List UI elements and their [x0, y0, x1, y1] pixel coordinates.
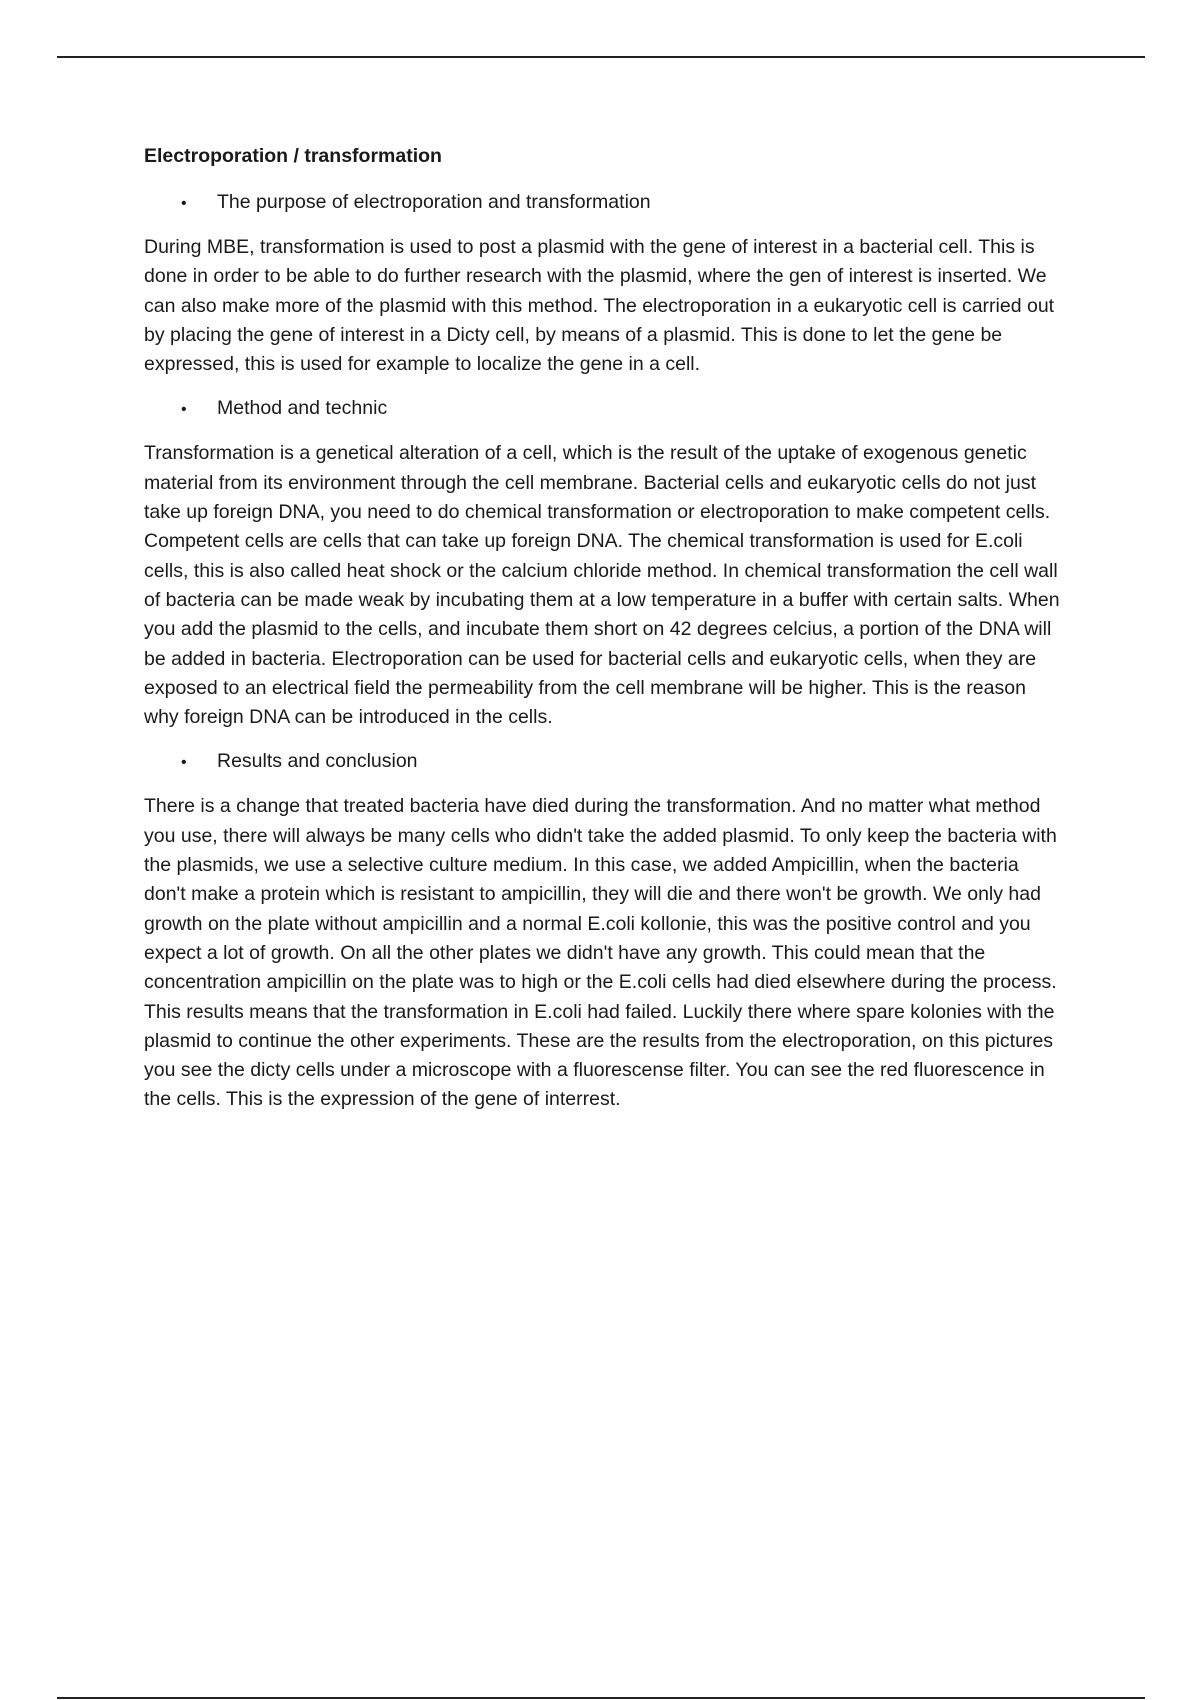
bullet-label: The purpose of electroporation and transformation	[217, 191, 651, 213]
bullet-icon: •	[181, 195, 187, 212]
paragraph-method: Transformation is a genetical alteration of a cell, which is the result of the uptake of exogenous genetic material from its environment through the cell membrane. Bacterial cells and eukaryotic cells do not just take up foreign DNA, you need to do chemical transformation or electroporation to make competent cells. Competent cells are cells that can take up foreign DNA. The chemical transformation is used for E.coli cells, this is also called heat shock or the calcium chloride method. In chemical transformation the cell wall of bacteria can be made weak by incubating them at a low temperature in a buffer with certain salts. When you add the plasmid to the cells, and incubate them short on 42 degrees celcius, a portion of the DNA will be added in bacteria. Electroporation can be used for bacterial cells and eukaryotic cells, when they are exposed to an electrical field the permeability from the cell membrane will be higher. This is the reason why foreign DNA can be introduced in the cells.	[144, 442, 1060, 729]
bullet-label: Results and conclusion	[217, 750, 418, 773]
footer-rule	[57, 1697, 1145, 1699]
document-body	[144, 142, 1064, 1130]
section-heading: Electroporation / transformation	[144, 145, 442, 167]
bullet-icon: •	[181, 401, 187, 419]
bullet-item-method	[144, 394, 1064, 424]
bullet-item-results	[144, 747, 1064, 777]
bullet-icon: •	[181, 754, 187, 772]
bullet-label: Method and technic	[217, 397, 388, 420]
paragraph-purpose: During MBE, transformation is used to post a plasmid with the gene of interest in a bacterial cell. This is done in order to be able to do further research with the plasmid, where the gen of interest is inserted. We can also make more of the plasmid with this method. The electroporation in a eukaryotic cell is carried out by placing the gene of interest in a Dicty cell, by means of a plasmid. This is done to let the gene be expressed, this is used for example to localize the gene in a cell.	[144, 236, 1055, 376]
bullet-item-purpose	[144, 188, 1064, 218]
header-rule	[57, 56, 1145, 58]
paragraph-results: There is a change that treated bacteria have died during the transformation. And no matter what method you use, there will always be many cells who didn't take the added plasmid. To only keep the bacteria with the plasmids, we use a selective culture medium. In this case, we added Ampicillin, when the bacteria don't make a protein which is resistant to ampicillin, they will die and there won't be growth. We only had growth on the plate without ampicillin and a normal E.coli kollonie, this was the positive control and you expect a lot of growth. On all the other plates we didn't have any growth. This could mean that the concentration ampicillin on the plate was to high or the E.coli cells had died elsewhere during the process. This results means that the transformation in E.coli had failed. Luckily there where spare kolonies with the plasmid to continue the other experiments. These are the results from the electroporation, on this pictures you see the dicty cells under a microscope with a fluorescense filter. You can see the red fluorescence in the cells. This is the expression of the gene of interrest.	[144, 795, 1057, 1111]
